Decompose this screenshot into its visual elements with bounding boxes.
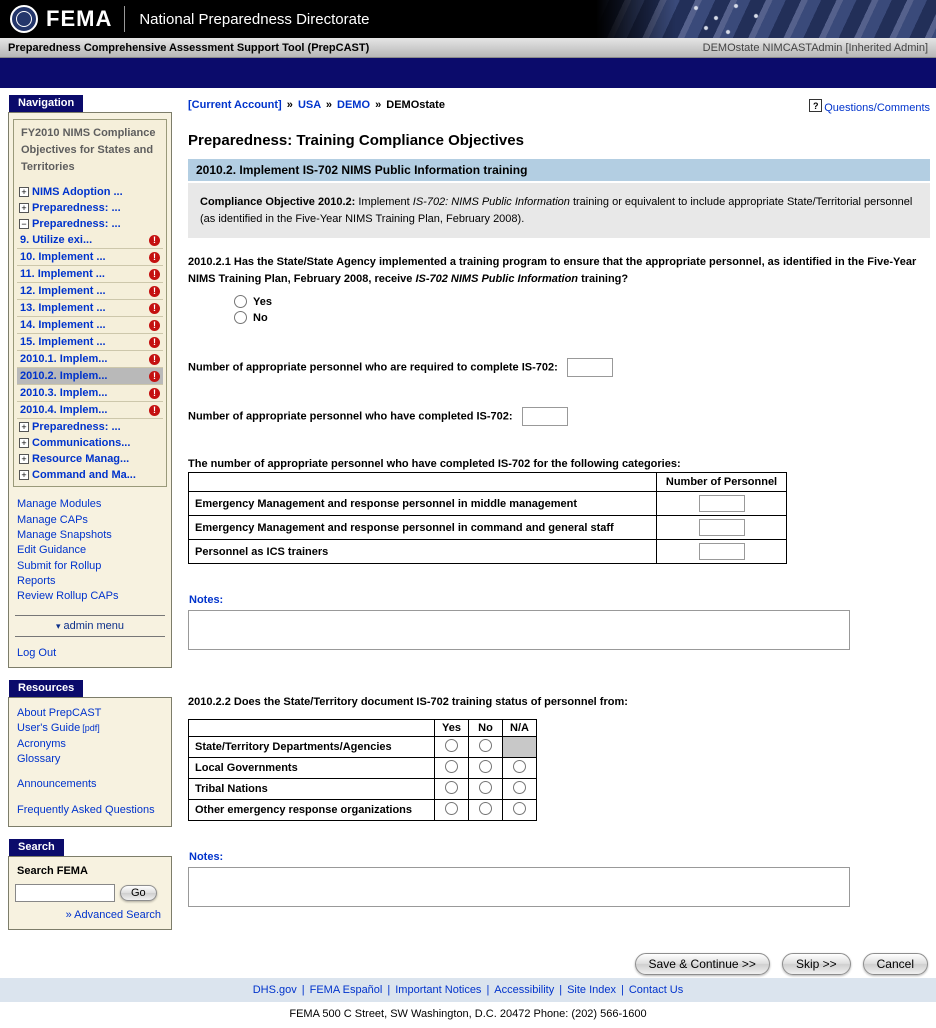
nav-item-15[interactable]	[17, 334, 163, 351]
warning-icon: !	[149, 354, 160, 365]
question-2010-2-1	[188, 254, 930, 287]
objective-text: training or equivalent to include appropriate State/Territorial personnel (as identified in the Five-Year NIMS Training Plan, February 2008).	[200, 196, 913, 225]
command-general-staff-count-input[interactable]	[699, 519, 745, 536]
nav-item-2010-1[interactable]	[17, 351, 163, 368]
edit-guidance-link[interactable]: Edit Guidance	[17, 544, 87, 557]
question-2010-2-2: 2010.2.2 Does the State/Territory document IS-702 training status of personnel from:	[188, 696, 628, 708]
question-text: training?	[578, 272, 629, 285]
nav-item-label[interactable]: 2010.1. Implem...	[20, 353, 108, 366]
q1-yes-radio[interactable]	[234, 295, 247, 308]
nav-group-label[interactable]: Preparedness: ...	[32, 421, 121, 434]
breadcrumb	[188, 99, 445, 111]
search-box	[8, 856, 172, 930]
logout-row	[13, 643, 167, 661]
skip-button[interactable]: Skip >>	[782, 953, 851, 975]
footer-link-accessibility[interactable]: Accessibility	[494, 984, 555, 996]
page-title: Preparedness: Training Compliance Objectives	[188, 132, 524, 149]
table-row	[189, 516, 787, 540]
review-rollup-caps-link[interactable]: Review Rollup CAPs	[17, 590, 119, 603]
expand-icon[interactable]: +	[19, 187, 29, 197]
top-header	[0, 0, 936, 38]
warning-icon: !	[149, 371, 160, 382]
nav-group-label[interactable]: Command and Ma...	[32, 469, 136, 482]
footer-separator: |	[620, 984, 624, 996]
warning-icon: !	[149, 303, 160, 314]
nav-item-9[interactable]	[17, 232, 163, 249]
footer-links	[0, 978, 936, 1002]
footer-link-dhs[interactable]: DHS.gov	[252, 984, 297, 996]
breadcrumb-demostate: DEMOstate	[386, 99, 445, 111]
warning-icon: !	[149, 405, 160, 416]
questions-comments[interactable]	[809, 99, 930, 114]
action-buttons	[188, 953, 928, 975]
footer-address: FEMA 500 C Street, SW Washington, D.C. 20472 Phone: (202) 566-1600	[0, 1002, 936, 1028]
admin-links	[13, 495, 167, 607]
warning-icon: !	[149, 320, 160, 331]
required-count-row	[188, 358, 930, 377]
completed-count-input[interactable]	[522, 407, 568, 426]
nav-item-13[interactable]	[17, 300, 163, 317]
cancel-button[interactable]: Cancel	[863, 953, 928, 975]
footer	[0, 978, 936, 1028]
q1-no-radio[interactable]	[234, 311, 247, 324]
app-title-bar	[0, 38, 936, 58]
notes-label-1: Notes:	[189, 594, 224, 606]
na-column-header: N/A	[503, 719, 537, 736]
nav-item-14[interactable]	[17, 317, 163, 334]
nav-item-label[interactable]: 2010.4. Implem...	[20, 404, 108, 417]
expand-icon[interactable]: +	[19, 422, 29, 432]
q1-no-label: No	[253, 311, 268, 324]
breadcrumb-separator: »	[286, 99, 293, 111]
row-label: Emergency Management and response personnel in command and general staff	[189, 516, 657, 540]
training-status-table	[188, 719, 537, 821]
breadcrumb-usa[interactable]: USA	[297, 99, 321, 111]
question-text: 2010.2.1 Has the State/State Agency implemented a training program to ensure that the appropriate personnel, as identified in the Five-Year NIMS Training Plan, February 2008, receive	[188, 256, 917, 285]
footer-link-site-index[interactable]: Site Index	[567, 984, 616, 996]
q1-yes-label: Yes	[253, 295, 272, 308]
na-disabled-cell	[503, 736, 537, 757]
nav-item-label[interactable]: 2010.3. Implem...	[20, 387, 108, 400]
expand-icon[interactable]: +	[19, 203, 29, 213]
table-row	[189, 492, 787, 516]
row-label: Personnel as ICS trainers	[189, 540, 657, 564]
search-fema-heading: Search FEMA	[17, 865, 88, 878]
warning-icon: !	[149, 388, 160, 399]
dhs-seal-icon	[10, 5, 38, 33]
nav-group-preparedness-expanded[interactable]	[17, 216, 163, 232]
question-italic: IS-702 NIMS Public Information	[415, 272, 579, 285]
nav-group-nims-adoption[interactable]	[17, 184, 163, 200]
breadcrumb-current-account[interactable]: [Current Account]	[188, 99, 282, 111]
users-guide-label: User's Guide	[17, 722, 81, 735]
questions-comments-link[interactable]: Questions/Comments	[824, 102, 930, 114]
local-governments-yes-radio[interactable]	[445, 760, 458, 773]
main-content	[172, 95, 936, 978]
required-count-input[interactable]	[567, 358, 613, 377]
nav-item-12[interactable]	[17, 283, 163, 300]
search-go-button[interactable]: Go	[120, 885, 157, 901]
save-continue-button[interactable]: Save & Continue >>	[635, 953, 770, 975]
objective-box	[188, 183, 930, 238]
directorate-title: National Preparedness Directorate	[139, 10, 370, 28]
navy-banner	[0, 58, 936, 88]
other-orgs-na-radio[interactable]	[513, 802, 526, 815]
footer-separator: |	[486, 984, 490, 996]
q1-yes-option[interactable]	[234, 295, 930, 308]
categories-heading: The number of appropriate personnel who have completed IS-702 for the following categories:	[188, 458, 681, 470]
manage-modules-link[interactable]: Manage Modules	[17, 498, 102, 511]
other-orgs-yes-radio[interactable]	[445, 802, 458, 815]
required-count-label: Number of appropriate personnel who are required to complete IS-702:	[188, 361, 558, 374]
search-input[interactable]	[15, 884, 115, 902]
other-orgs-no-radio[interactable]	[479, 802, 492, 815]
nav-item-2010-3[interactable]	[17, 385, 163, 402]
app-title: Preparedness Comprehensive Assessment Support Tool (PrepCAST)	[8, 41, 370, 54]
glossary-link[interactable]: Glossary	[17, 753, 61, 766]
nav-item-2010-4[interactable]	[17, 402, 163, 419]
nav-item-label[interactable]: 10. Implement ...	[20, 251, 106, 264]
nav-item-label[interactable]: 15. Implement ...	[20, 336, 106, 349]
resources-box	[8, 697, 172, 827]
expand-icon[interactable]: +	[19, 438, 29, 448]
footer-link-espanol[interactable]: FEMA Español	[309, 984, 383, 996]
nav-group-label[interactable]: Preparedness: ...	[32, 218, 121, 231]
warning-icon: !	[149, 269, 160, 280]
table-row	[189, 736, 537, 757]
row-label: Other emergency response organizations	[189, 799, 435, 820]
tribal-nations-na-radio[interactable]	[513, 781, 526, 794]
nav-item-label[interactable]: 9. Utilize exi...	[20, 234, 93, 247]
reports-link[interactable]: Reports	[17, 575, 56, 588]
tribal-nations-yes-radio[interactable]	[445, 781, 458, 794]
tribal-nations-no-radio[interactable]	[479, 781, 492, 794]
acronyms-link[interactable]: Acronyms	[17, 737, 66, 750]
objective-bold: Compliance Objective 2010.2:	[200, 196, 356, 208]
warning-icon: !	[149, 337, 160, 348]
users-guide-link[interactable]	[17, 721, 163, 736]
q1-no-option[interactable]	[234, 311, 930, 324]
expand-icon[interactable]: +	[19, 470, 29, 480]
navigation-title: Navigation	[9, 95, 83, 112]
nav-tree	[13, 119, 167, 487]
nav-item-label[interactable]: 14. Implement ...	[20, 319, 106, 332]
completed-count-label: Number of appropriate personnel who have completed IS-702:	[188, 410, 513, 423]
local-governments-no-radio[interactable]	[479, 760, 492, 773]
breadcrumb-separator: »	[325, 99, 332, 111]
state-territory-no-radio[interactable]	[479, 739, 492, 752]
section-header: 2010.2. Implement IS-702 NIMS Public Information training	[188, 159, 930, 181]
user-session-info: DEMOstate NIMCASTAdmin [Inherited Admin]	[702, 41, 928, 54]
notes-textarea-1[interactable]	[188, 610, 850, 650]
completed-count-row	[188, 407, 930, 426]
admin-menu-label[interactable]: admin menu	[63, 619, 125, 632]
footer-link-important-notices[interactable]: Important Notices	[395, 984, 482, 996]
nav-group-label[interactable]: NIMS Adoption ...	[32, 186, 123, 199]
nav-item-label[interactable]: 11. Implement ...	[20, 268, 105, 281]
personnel-count-table	[188, 472, 787, 564]
nav-group-preparedness-1[interactable]	[17, 200, 163, 216]
question-icon[interactable]: ?	[809, 99, 822, 112]
nav-item-11[interactable]	[17, 266, 163, 283]
notes-textarea-2[interactable]	[188, 867, 850, 907]
nav-item-label[interactable]: 13. Implement ...	[20, 302, 106, 315]
warning-icon: !	[149, 286, 160, 297]
objective-text: Implement	[355, 196, 413, 208]
advanced-search-link[interactable]: » Advanced Search	[65, 909, 161, 922]
breadcrumb-demo[interactable]: DEMO	[337, 99, 371, 111]
row-label: State/Territory Departments/Agencies	[189, 736, 435, 757]
flag-image	[596, 0, 936, 38]
header-divider	[124, 6, 125, 32]
warning-icon: !	[149, 235, 160, 246]
nav-item-label[interactable]: 12. Implement ...	[20, 285, 106, 298]
nav-item-10[interactable]	[17, 249, 163, 266]
no-column-header: No	[469, 719, 503, 736]
state-territory-yes-radio[interactable]	[445, 739, 458, 752]
warning-icon: !	[149, 252, 160, 263]
footer-separator: |	[387, 984, 391, 996]
nav-group-label[interactable]: Communications...	[32, 437, 131, 450]
row-label: Emergency Management and response personnel in middle management	[189, 492, 657, 516]
expand-icon[interactable]: +	[19, 454, 29, 464]
footer-separator: |	[301, 984, 305, 996]
faq-link[interactable]: Frequently Asked Questions	[17, 803, 155, 816]
about-prepcast-link[interactable]: About PrepCAST	[17, 706, 102, 719]
nav-group-label[interactable]: Preparedness: ...	[32, 202, 121, 215]
nav-group-command-management[interactable]	[17, 467, 163, 483]
table-header-row	[189, 473, 787, 492]
breadcrumb-separator: »	[375, 99, 382, 111]
search-title: Search	[9, 839, 64, 856]
table-row	[189, 540, 787, 564]
nav-item-label[interactable]: 2010.2. Implem...	[20, 370, 108, 383]
chevron-down-icon: ▾	[55, 620, 61, 631]
manage-snapshots-link[interactable]: Manage Snapshots	[17, 528, 112, 541]
announcements-link[interactable]: Announcements	[17, 778, 97, 791]
resources-title: Resources	[9, 680, 83, 697]
pdf-suffix: [pdf]	[82, 723, 100, 734]
row-label: Local Governments	[189, 757, 435, 778]
sidebar	[8, 95, 172, 978]
navigation-box	[8, 112, 172, 668]
footer-separator: |	[559, 984, 563, 996]
logout-link[interactable]: Log Out	[17, 646, 57, 659]
nav-group-label[interactable]: Resource Manag...	[32, 453, 130, 466]
nav-item-2010-2-selected[interactable]	[17, 368, 163, 385]
table-header-row	[189, 719, 537, 736]
local-governments-na-radio[interactable]	[513, 760, 526, 773]
fema-logo: FEMA	[46, 6, 113, 31]
row-label: Tribal Nations	[189, 778, 435, 799]
ics-trainers-count-input[interactable]	[699, 543, 745, 560]
table-row	[189, 799, 537, 820]
number-of-personnel-header: Number of Personnel	[657, 473, 787, 492]
nav-group-preparedness-2[interactable]	[17, 419, 163, 435]
submit-for-rollup-link[interactable]: Submit for Rollup	[17, 559, 102, 572]
nav-group-resource-management[interactable]	[17, 451, 163, 467]
nav-tree-heading: FY2010 NIMS Compliance Objectives for States and Territories	[21, 127, 156, 174]
empty-header-cell	[189, 473, 657, 492]
dhs-seal-inner-ring	[16, 11, 32, 27]
manage-caps-link[interactable]: Manage CAPs	[17, 513, 88, 526]
collapse-icon[interactable]: −	[19, 219, 29, 229]
objective-italic: IS-702: NIMS Public Information	[412, 196, 570, 208]
notes-label-2: Notes:	[189, 850, 224, 863]
middle-management-count-input[interactable]	[699, 495, 745, 512]
admin-menu-toggle[interactable]	[15, 615, 165, 637]
nav-group-communications[interactable]	[17, 435, 163, 451]
yes-column-header: Yes	[435, 719, 469, 736]
footer-link-contact-us[interactable]: Contact Us	[628, 984, 684, 996]
table-row	[189, 778, 537, 799]
table-row	[189, 757, 537, 778]
empty-header-cell	[189, 719, 435, 736]
